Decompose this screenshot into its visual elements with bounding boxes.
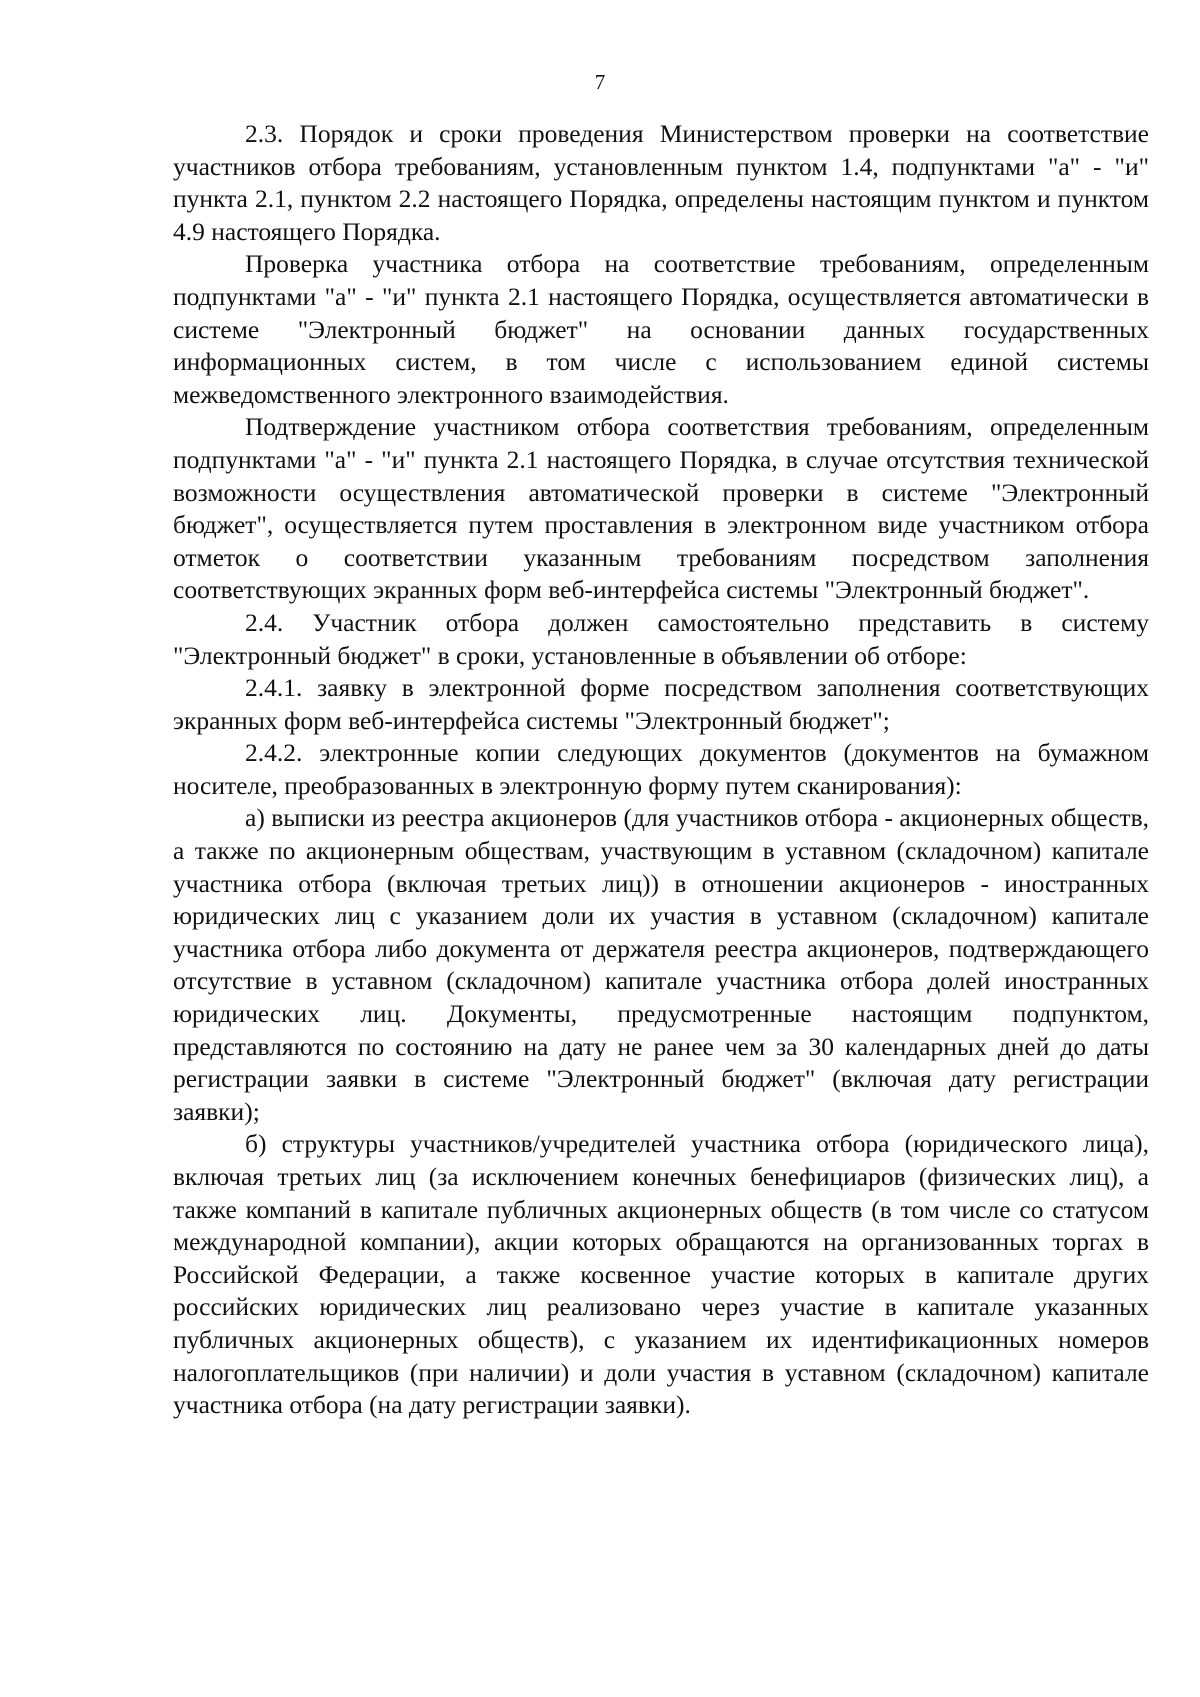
paragraph-confirmation: Подтверждение участником отбора соответствия требованиям, определенным подпунктами "а" - "и" пункта 2.1 настоящего Порядка, в случае отсутствия технической возможности осуществления автоматической проверки в системе "Электронный бюджет", осуществляется путем проставления в электронном виде участником отбора отметок о соответствии указанным требованиям посредством заполнения соответствующих экранных форм веб-интерфейса системы "Электронный бюджет". (173, 412, 1149, 605)
paragraph-2-3: 2.3. Порядок и сроки проведения Министерством проверки на соответствие участников отбора требованиям, установленным пунктом 1.4, подпунктами "а" - "и" пункта 2.1, пунктом 2.2 настоящего Порядка, определены настоящим пунктом и пунктом 4.9 настоящего Порядка. (173, 119, 1149, 246)
page-number: 7 (594, 70, 606, 94)
paragraph-item-b: б) структуры участников/учредителей участника отбора (юридического лица), включая третьих лиц (за исключением конечных бенефициаров (физических лиц), а также компаний в капитале публичных акционерных обществ (в том числе со статусом международной компании), акции которых обращаются на организованных торгах в Российской Федерации, а также косвенное участие которых в капитале других российских юридических лиц реализовано через участие в капитале указанных публичных акционерных обществ), с указанием их идентификационных номеров налогоплательщиков (при наличии) и доли участия в уставном (складочном) капитале участника отбора (на дату регистрации заявки). (173, 1129, 1149, 1420)
paragraph-automatic-check: Проверка участника отбора на соответствие требованиям, определенным подпунктами "а" - "и" пункта 2.1 настоящего Порядка, осуществляется автоматически в системе "Электронный бюджет" на основании данных государственных информационных систем, в том числе с использованием единой системы межведомственного электронного взаимодействия. (173, 249, 1149, 409)
paragraph-2-4: 2.4. Участник отбора должен самостоятельно представить в систему "Электронный бюджет" в сроки, установленные в объявлении об отборе: (173, 607, 1149, 670)
paragraph-2-4-2: 2.4.2. электронные копии следующих документов (документов на бумажном носителе, преобразованных в электронную форму путем сканирования): (173, 738, 1149, 800)
paragraph-item-a: а) выписки из реестра акционеров (для участников отбора - акционерных обществ, а также по акционерным обществам, участвующим в уставном (складочном) капитале участника отбора (включая третьих лиц)) в отношении акционеров - иностранных юридических лиц с указанием доли их участия в уставном (складочном) капитале участника отбора либо документа от держателя реестра акционеров, подтверждающего отсутствие в уставном (складочном) капитале участника отбора долей иностранных юридических лиц. Документы, предусмотренные настоящим подпунктом, представляются по состоянию на дату не ранее чем за 30 календарных дней до даты регистрации заявки в системе "Электронный бюджет" (включая дату регистрации заявки); (173, 803, 1149, 1126)
paragraph-2-4-1: 2.4.1. заявку в электронной форме посредством заполнения соответствующих экранных форм веб-интерфейса системы "Электронный бюджет"; (173, 673, 1149, 735)
document-body (173, 118, 1149, 1422)
